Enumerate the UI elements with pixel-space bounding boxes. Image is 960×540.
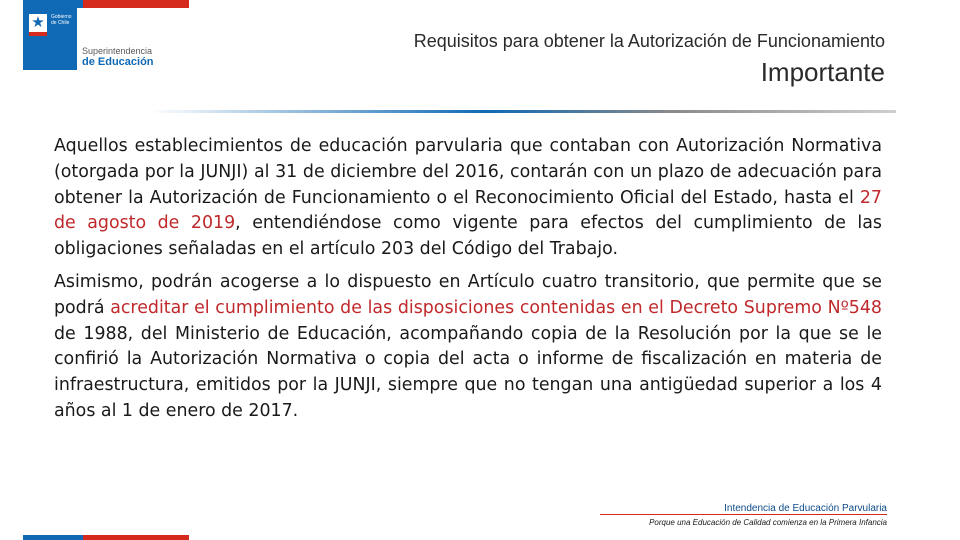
agency-line2: de Educación	[82, 56, 154, 68]
footer-org: Intendencia de Educación Parvularia	[724, 503, 887, 514]
paragraph-2	[54, 270, 882, 425]
p1-text-a: Aquellos establecimientos de educación parvularia que contaban con Autorización Normativa (otorgada por la JUNJI) al 31 de diciembre del 2016, contarán con un plazo de adecuación para obtener la Autorización de Funcionamiento o el Reconocimiento Oficial del Estado, hasta el	[54, 136, 882, 208]
logo-bottom-bar	[23, 535, 189, 540]
agency-name	[82, 46, 154, 68]
footer-motto: Porque una Educación de Calidad comienza en la Primera Infancia	[649, 518, 887, 527]
p2-highlight: acreditar el cumplimiento de las disposiciones contenidas en el Decreto Supremo Nº548	[110, 297, 882, 318]
logo-red-strip	[29, 32, 47, 36]
bottom-bar-red	[83, 535, 189, 540]
paragraph-1	[54, 134, 882, 263]
header-divider	[150, 110, 896, 113]
page-title: Requisitos para obtener la Autorización de Funcionamiento	[413, 31, 885, 51]
bottom-bar-blue	[23, 535, 83, 540]
government-logo	[23, 8, 77, 70]
agency-line1: Superintendencia	[82, 46, 153, 56]
star-area	[29, 14, 47, 32]
gov-text: Gobierno de Chile	[51, 14, 72, 26]
star-icon: ★	[31, 14, 45, 31]
logo-bar-red	[83, 0, 189, 8]
page-subtitle: Importante	[760, 57, 885, 87]
p1-highlight: 27 de agosto de 2019	[54, 187, 882, 234]
p2-text-b: de 1988, del Ministerio de Educación, acompañando copia de la Resolución por la que se le confirió la Autorización Normativa o copia del acta o informe de fiscalización en materia de infraestructura, emitidos por la JUNJI, siempre que no tengan una antigüedad superior a los 4 años al 1 de enero de 2017.	[54, 323, 882, 421]
p2-text-a: Asimismo, podrán acogerse a lo dispuesto en Artículo cuatro transitorio, que permite que se podrá	[54, 271, 882, 318]
p1-text-b: , entendiéndose como vigente para efectos del cumplimiento de las obligaciones señaladas en el artículo 203 del Código del Trabajo.	[54, 213, 882, 260]
logo-bar-blue	[23, 0, 83, 8]
body-text	[54, 134, 882, 432]
footer-line	[600, 514, 887, 515]
logo-top-bar	[23, 0, 189, 8]
